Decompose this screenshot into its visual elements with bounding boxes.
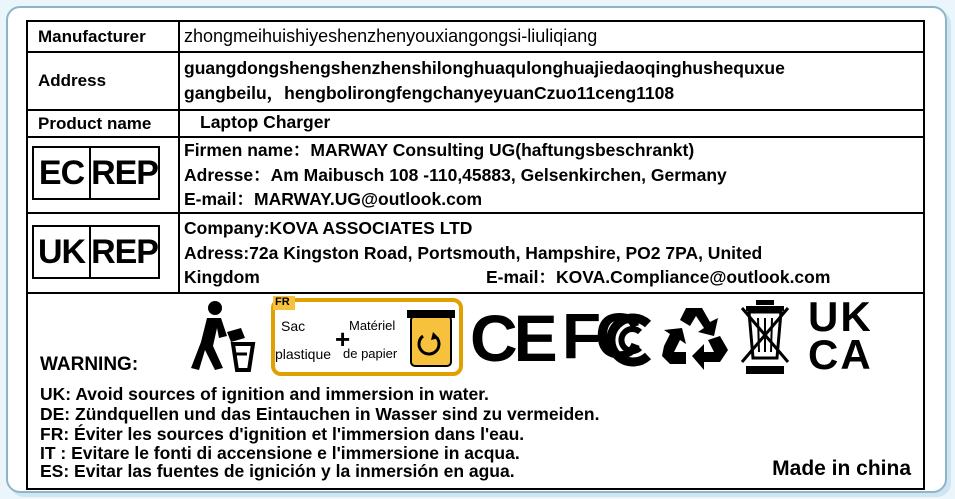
warning-fr: FR: Éviter les sources d'ignition et l'immersion dans l'eau. (40, 424, 525, 444)
uk-rep-country: Kingdom (184, 267, 260, 287)
product-label-title: Product name (28, 111, 180, 136)
ec-rep-details (184, 138, 919, 212)
uk-rep-row (28, 214, 923, 294)
address-value (184, 56, 919, 109)
address-line-1: guangdongshengshenzhenshilonghuaqulonghuajiedaoqinghushequxue (184, 58, 785, 78)
uk-rep-details (184, 216, 919, 292)
ec-rep-address: Adresse：Am Maibusch 108 -110,45883, Gelsenkirchen, Germany (184, 164, 727, 185)
ukca-top: UK (808, 293, 873, 340)
fcc-c-icon (604, 312, 654, 368)
product-value: Laptop Charger (200, 112, 331, 132)
ukca-mark-icon (808, 293, 888, 378)
ec-rep-logo-right: REP (89, 148, 158, 198)
ec-rep-logo-cell (28, 138, 180, 212)
product-label (26, 20, 925, 490)
warning-title: WARNING: (40, 354, 139, 375)
uk-rep-email: E-mail：KOVA.Compliance@outlook.com (486, 267, 831, 287)
manufacturer-value: zhongmeihuishiyeshenzhenyouxiangongsi-liuliqiang (184, 26, 598, 46)
triman-text-materiel: Matériel (349, 318, 396, 333)
manufacturer-row (28, 22, 923, 53)
ce-mark-icon: CE (470, 301, 554, 375)
uk-rep-logo (32, 225, 160, 279)
ec-rep-logo (32, 146, 160, 200)
triman-text-plastique: plastique (275, 346, 332, 362)
ec-rep-email: E-mail：MARWAY.UG@outlook.com (184, 189, 483, 209)
ec-rep-row (28, 138, 923, 214)
uk-rep-address: Adress:72a Kingston Road, Portsmouth, Hampshire, PO2 7PA, United (184, 242, 763, 263)
uk-rep-logo-cell (28, 214, 180, 292)
recycle-icon (656, 302, 732, 374)
triman-text-papier: de papier (343, 346, 398, 361)
tidyman-recycle-icon (183, 298, 259, 378)
ukca-bottom: CA (808, 331, 873, 378)
address-label: Address (28, 53, 180, 109)
ec-rep-logo-left: EC (38, 153, 85, 192)
manufacturer-label: Manufacturer (28, 22, 180, 51)
address-row (28, 53, 923, 111)
uk-rep-logo-left: UK (37, 232, 86, 271)
warning-it: IT : Evitare le fonti di accensione e l'immersione in acqua. (40, 443, 520, 463)
triman-text-sac: Sac (281, 318, 306, 334)
triman-badge-code: FR (275, 296, 290, 308)
warning-uk: UK: Avoid sources of ignition and immersion in water. (40, 384, 489, 404)
uk-rep-company: Company:KOVA ASSOCIATES LTD (184, 218, 473, 238)
triman-info-badge (271, 296, 463, 376)
made-in-label: Made in china (772, 457, 911, 480)
product-row (28, 111, 923, 138)
warning-es: ES: Evitar las fuentes de ignición y la inmersión en agua. (40, 461, 515, 481)
address-line-2: gangbeilu，hengbolirongfengchanyeyuanCzuo11ceng1108 (184, 83, 675, 103)
fcc-mark-text: FC (562, 300, 636, 372)
weee-crossed-bin-icon (740, 298, 790, 376)
warning-de: DE: Zündquellen und das Eintauchen in Wasser sind zu vermeiden. (40, 404, 600, 424)
triman-frame-icon (271, 296, 463, 376)
ec-rep-company: Firmen name：MARWAY Consulting UG(haftungsbeschrankt) (184, 140, 695, 160)
triman-plus: + (335, 324, 351, 354)
uk-rep-line-3 (184, 265, 919, 290)
uk-rep-logo-right: REP (89, 227, 158, 277)
